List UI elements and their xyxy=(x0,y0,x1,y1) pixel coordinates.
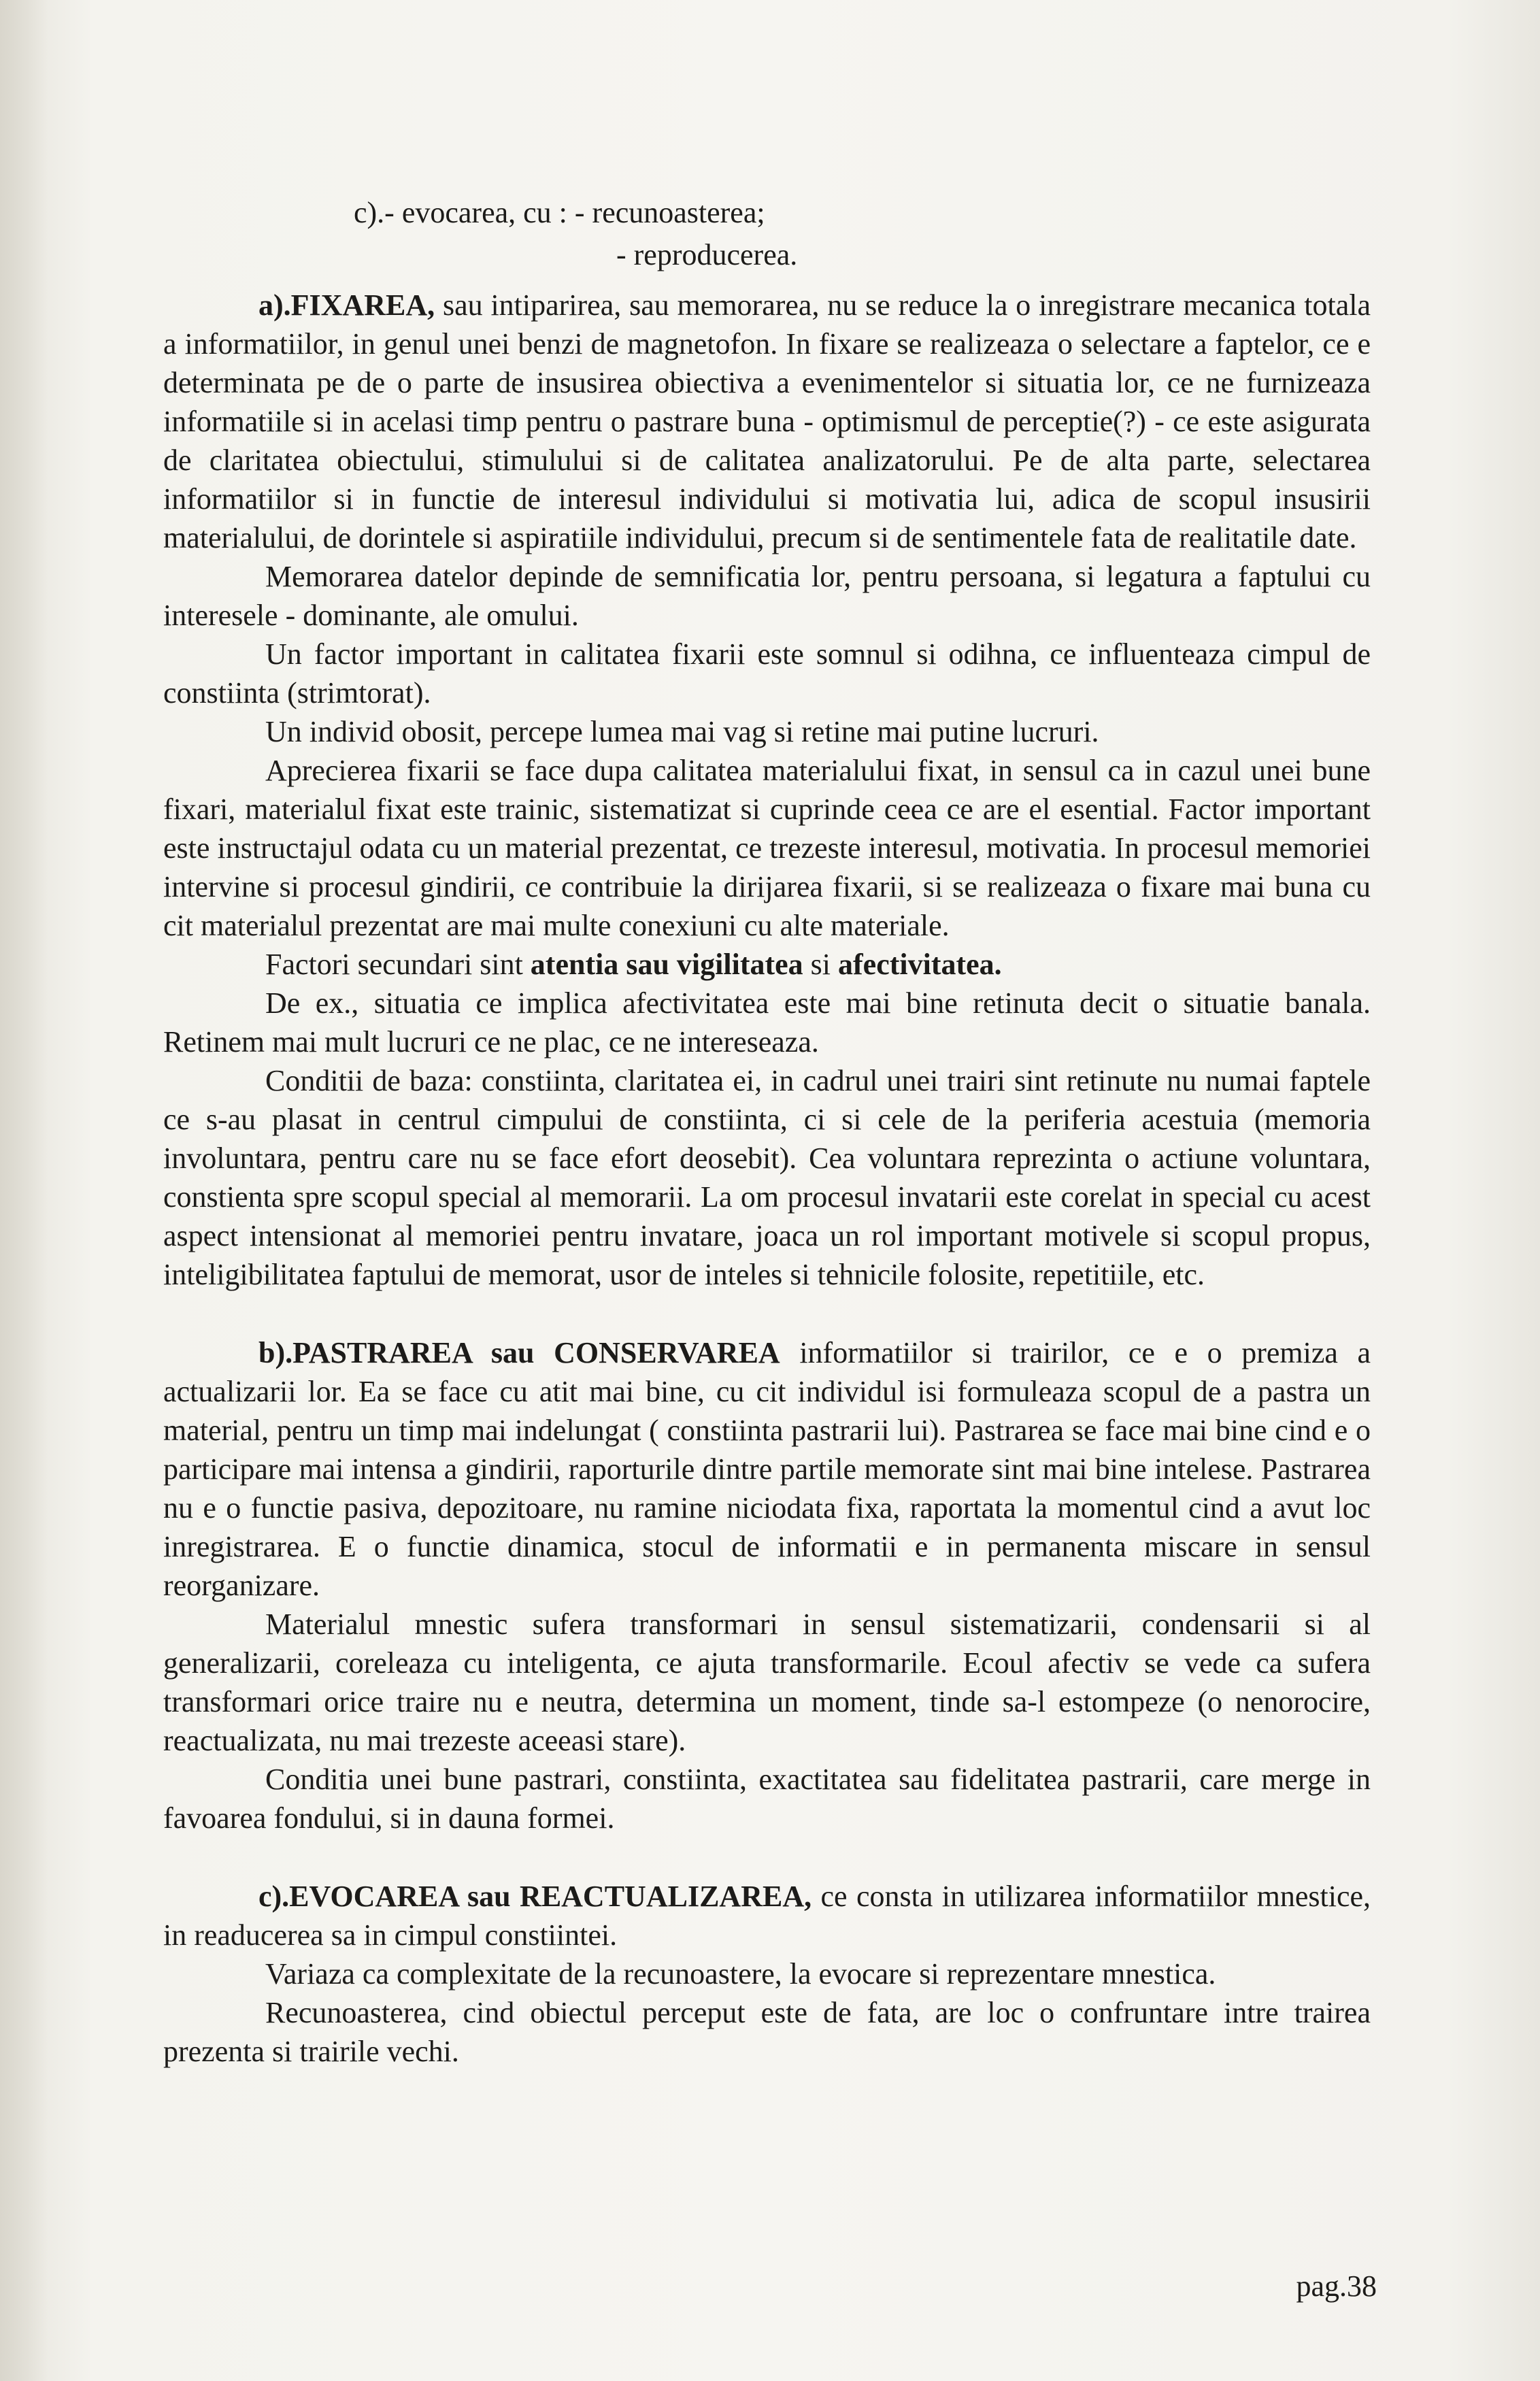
paragraph: Variaza ca complexitate de la recunoastere, la evocare si reprezentare mnestica. xyxy=(265,1957,1216,1991)
paragraph: Conditia unei bune pastrari, constiinta, exactitatea sau fidelitatea pastrarii, care merge in favoarea fondului, si in dauna formei. xyxy=(163,1763,1371,1835)
paragraph: De ex., situatia ce implica afectivitatea este mai bine retinuta decit o situatie banala. Retinem mai mult lucruri ce ne plac, ce ne intereseaza. xyxy=(163,986,1371,1059)
fixarea-paragraph xyxy=(163,286,1371,557)
page-number: pag.38 xyxy=(1296,2269,1377,2303)
paragraph: Un individ obosit, percepe lumea mai vag si retine mai putine lucruri. xyxy=(265,715,1099,748)
evocarea-text: ce consta in utilizarea informatiilor mnestice, in readucerea sa in cimpul constiintei. xyxy=(163,1880,1371,1952)
header-line-2: - reproducerea. xyxy=(616,238,798,271)
fixarea-text: sau intiparirea, sau memorarea, nu se reduce la o inregistrare mecanica totala a informatiilor, in genul unei benzi de magnetofon. In fixare se realizeaza o selectare a faptelor, ce e determinata pe de o parte de insusirea obiectiva a evenimentelor si situatia lor, ce ne furnizeaza informatiile si in acelasi timp pentru o pastrare buna - optimismul de perceptie(?) - ce este asigurata de claritatea obiectului, stimulului si de calitatea analizatorului. Pe de alta parte, selectarea informatiilor si in functie de interesul individului si motivatia lui, adica de scopul insusirii materialului, de dorintele si aspiratiile individului, precum si de sentimentele fata de realitatile date. xyxy=(163,288,1371,554)
bold-term: afectivitatea. xyxy=(838,948,1002,981)
evocarea-paragraph xyxy=(163,1877,1371,1954)
pastrarea-text: informatiilor si trairilor, ce e o premiza a actualizarii lor. Ea se face cu atit mai bine, cu cit individul isi formuleaza scopul de a pastra un material, pentru un timp mai indelungat ( constiinta pastrarii lui). Pastrarea se face mai bine cind e o participare mai intensa a gindirii, raporturile dintre partile memorate sint mai bine intelese. Pastrarea nu e o functie pasiva, depozitoare, nu ramine niciodata fixa, raportata la momentul cind a avut loc inregistrarea. E o functie dinamica, stocul de informatii e in permanenta miscare in sensul reorganizare. xyxy=(163,1336,1371,1602)
header-line-1: c).- evocarea, cu : - recunoasterea; xyxy=(354,196,765,229)
fixarea-heading: a).FIXAREA, xyxy=(258,288,435,322)
pastrarea-heading: b).PASTRAREA sau CONSERVAREA xyxy=(258,1336,780,1369)
bold-term: atentia sau vigilitatea xyxy=(530,948,803,981)
body-text xyxy=(163,286,1371,2071)
pastrarea-paragraph xyxy=(163,1333,1371,1605)
paragraph: Materialul mnestic sufera transformari in sensul sistematizarii, condensarii si al generalizarii, coreleaza cu inteligenta, ce ajuta transformarile. Ecoul afectiv se vede ca sufera transformari orice traire nu e neutra, determina un moment, tinde sa-l estompeze (o nenorocire, reactualizata, nu mai trezeste aceeasi stare). xyxy=(163,1608,1371,1757)
text-run: Factori secundari sint xyxy=(265,948,531,981)
paragraph: Un factor important in calitatea fixarii este somnul si odihna, ce influenteaza cimpul de constiinta (strimtorat). xyxy=(163,637,1371,710)
paragraph: Conditii de baza: constiinta, claritatea ei, in cadrul unei trairi sint retinute nu numai faptele ce s-au plasat in centrul cimpului de constiinta, ci si cele de la periferia acestuia (memoria involuntara, pentru care nu se face efort deosebit). Cea voluntara reprezinta o actiune voluntara, constienta spre scopul special al memorarii. La om procesul invatarii este corelat in special cu acest aspect intensionat al memoriei pentru invatare, joaca un rol important motivele si scopul propus, inteligibilitatea faptului de memorat, usor de inteles si tehnicile folosite, repetitiile, etc. xyxy=(163,1064,1371,1291)
paragraph: Memorarea datelor depinde de semnificatia lor, pentru persoana, si legatura a faptului cu interesele - dominante, ale omului. xyxy=(163,560,1371,632)
paragraph: Aprecierea fixarii se face dupa calitatea materialului fixat, in sensul ca in cazul unei bune fixari, materialul fixat este trainic, sistematizat si cuprinde ceea ce are el esential. Factor important este instructajul odata cu un material prezentat, ce trezeste interesul, motivatia. In procesul memoriei intervine si procesul gindirii, ce contribuie la dirijarea fixarii, si se realizeaza o fixare mai buna cu cit materialul prezentat are mai multe conexiuni cu alte materiale. xyxy=(163,754,1371,942)
evocarea-heading: c).EVOCAREA sau REACTUALIZAREA, xyxy=(258,1880,812,1913)
page-header xyxy=(354,192,797,276)
paragraph: Recunoasterea, cind obiectul perceput este de fata, are loc o confruntare intre trairea prezenta si trairile vechi. xyxy=(163,1996,1371,2068)
text-run: si xyxy=(803,948,839,981)
secondary-factors-paragraph xyxy=(163,945,1371,984)
